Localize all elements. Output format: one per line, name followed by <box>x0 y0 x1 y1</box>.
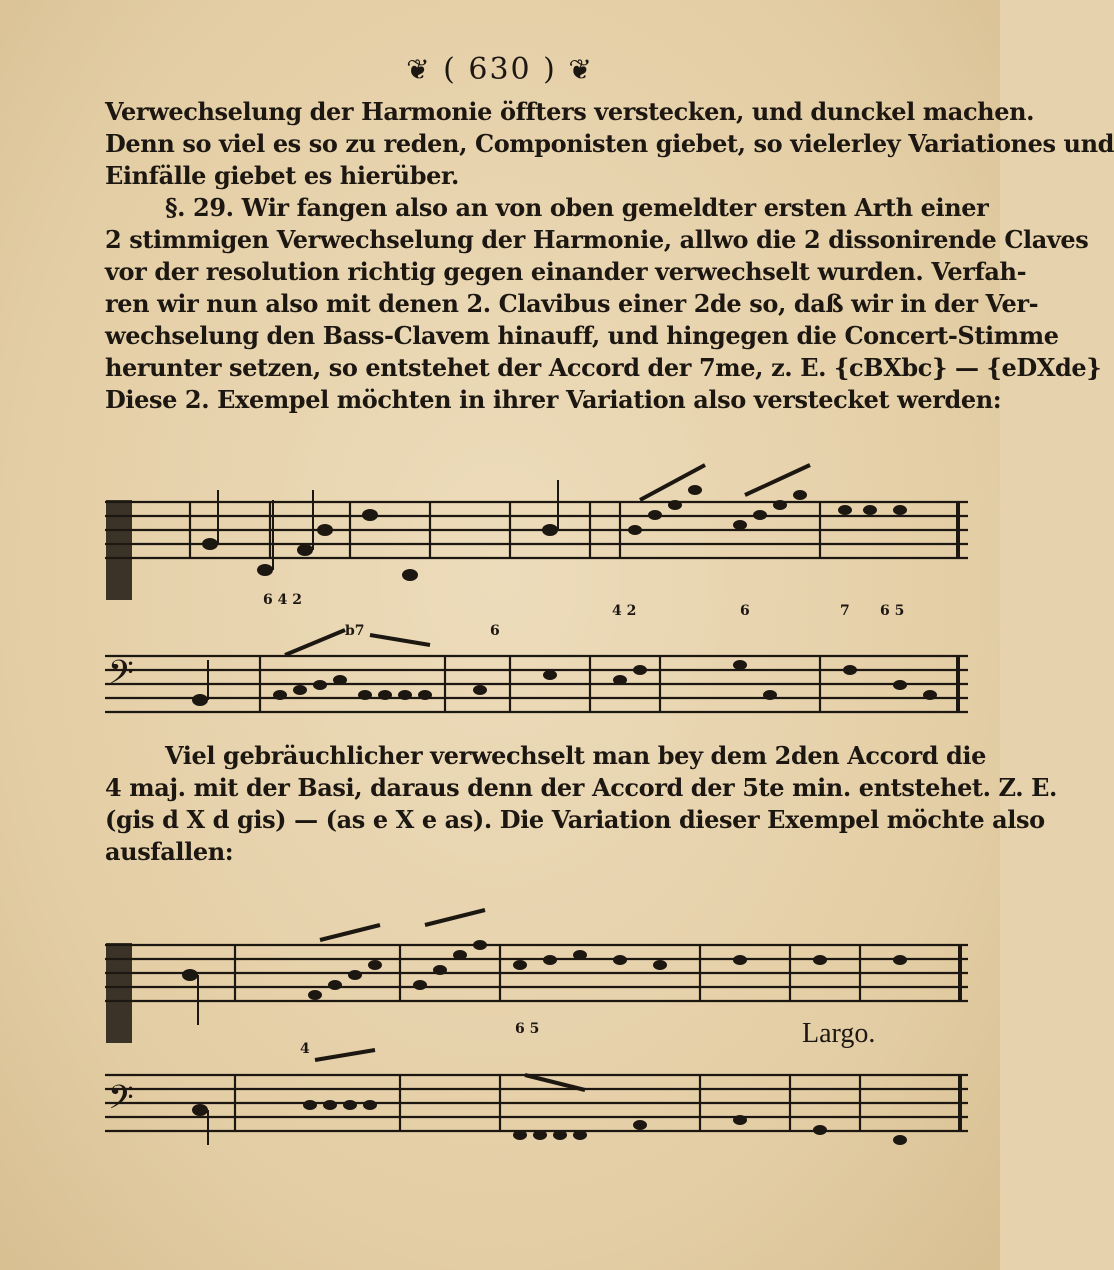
ornament-left-icon: ❦ <box>406 53 432 86</box>
text-line: ausfallen: <box>105 837 234 866</box>
figure: 6 <box>490 623 500 639</box>
page-header <box>0 52 1000 87</box>
tempo-marking: Largo. <box>802 1018 876 1049</box>
svg-text:𝄢: 𝄢 <box>108 1079 134 1125</box>
text-line: vor der resolution richtig gegen einander verwechselt wurden. Verfah- <box>105 257 1027 286</box>
text-line: Einfälle giebet es hierüber. <box>105 161 459 190</box>
text-line: 2 stimmigen Verwechselung der Harmonie, allwo die 2 dissonirende Claves <box>105 225 1089 254</box>
text-line: Viel gebräuchlicher verwechselt man bey dem 2den Accord die <box>165 741 987 770</box>
text-line: Denn so viel es so zu reden, Componisten giebet, so vielerley Variationes und <box>105 129 1114 158</box>
page-number: ( 630 ) <box>443 52 557 87</box>
text-block-2 <box>105 740 1057 868</box>
text-line: herunter setzen, so entstehet der Accord der 7me, z. E. {cBXbc} — {eDXde} <box>105 353 1102 382</box>
figure: 4 2 <box>612 603 637 619</box>
text-line: Diese 2. Exempel möchten in ihrer Variation also verstecket werden: <box>105 385 1002 414</box>
figure: 6 4 2 <box>263 592 302 608</box>
text-line: (gis d X d gis) — (as e X e as). Die Variation dieser Exempel möchte also <box>105 805 1045 834</box>
text-line: ren wir nun also mit denen 2. Clavibus einer 2de so, daß wir in der Ver- <box>105 289 1039 318</box>
figure: 6 5 <box>880 603 905 619</box>
text-line: Verwechselung der Harmonie öffters verstecken, und dunckel machen. <box>105 97 1035 126</box>
figure: 7 <box>840 603 850 619</box>
text-line: wechselung den Bass-Clavem hinauff, und hingegen die Concert-Stimme <box>105 321 1059 350</box>
text-line: 4 maj. mit der Basi, daraus denn der Accord der 5te min. entstehet. Z. E. <box>105 773 1057 802</box>
figure: 6 <box>740 603 750 619</box>
music-example-1 <box>100 470 980 740</box>
text-line: §. 29. Wir fangen also an von oben gemeldter ersten Arth einer <box>165 193 989 222</box>
ornament-right-icon: ❦ <box>568 53 594 86</box>
figure: b7 <box>345 623 365 639</box>
svg-text:𝄢: 𝄢 <box>108 654 134 700</box>
figure: 6 5 <box>515 1021 540 1037</box>
text-block-1 <box>105 96 1114 416</box>
figure: 4 <box>300 1041 310 1057</box>
